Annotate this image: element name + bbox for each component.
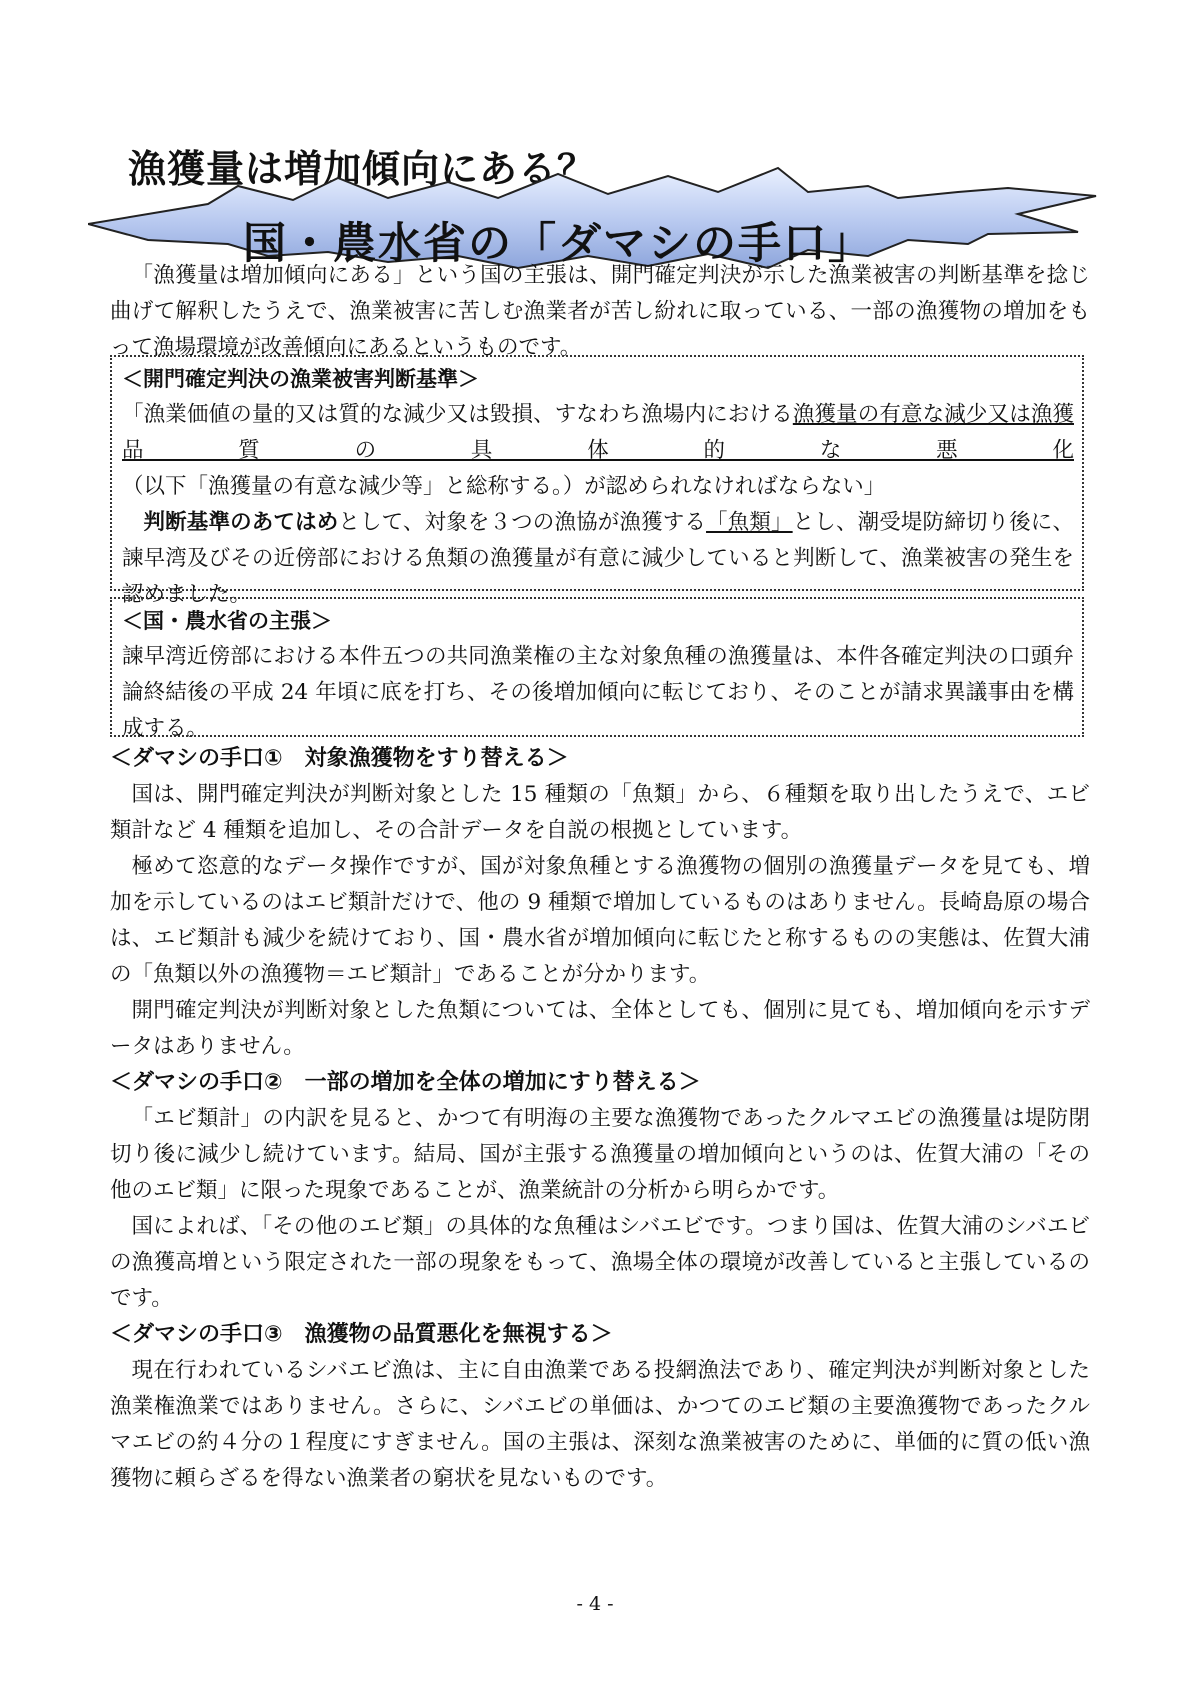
intro-paragraph: 「漁獲量は増加傾向にある」という国の主張は、開門確定判決が示した漁業被害の判断基準を捻じ曲げて解釈したうえで、漁業被害に苦しむ漁業者が苦し紛れに取っている、一部の漁獲物の増加をもって漁場環境が改善傾向にあるというものです。 xyxy=(110,263,1090,360)
quote-underlined-text: 漁獲量の有意な減少又は漁獲品質の具体的な悪化 xyxy=(122,402,1074,463)
application-text-end: とし、潮受堤防締切り後に、諫早湾及びその近傍部における魚類の漁獲量が有意に減少していると判断して、漁業被害の発生を認めました。 xyxy=(122,510,1074,607)
section-paragraph: 開門確定判決が判断対象とした魚類については、全体としても、個別に見ても、増加傾向を示すデータはありません。 xyxy=(110,998,1090,1059)
ruling-criteria-quote xyxy=(122,397,1074,505)
page-title: 漁獲量は増加傾向にある？ xyxy=(128,147,597,191)
section-paragraph: 現在行われているシバエビ漁は、主に自由漁業である投網漁法であり、確定判決が判断対象とした漁業権漁業ではありません。さらに、シバエビの単価は、かつてのエビ類の主要漁獲物であったクルマエビの約４分の１程度にすぎません。国の主張は、深刻な漁業被害のために、単価的に質の低い漁獲物に頼らざるを得ない漁業者の窮状を見ないものです。 xyxy=(110,1358,1090,1491)
quote-text-end: （以下「漁獲量の有意な減少等」と総称する。）が認められなければならない」 xyxy=(122,474,886,499)
page-number: - 4 - xyxy=(576,1593,614,1615)
government-claim-text: 諫早湾近傍部における本件五つの共同漁業権の主な対象魚種の漁獲量は、本件各確定判決の口頭弁論終結後の平成 24 年頃に底を打ち、その後増加傾向に転じており、そのことが請求異議事由を構成する。 xyxy=(122,644,1074,741)
government-claim-box xyxy=(110,597,1084,741)
section-heading: ＜ダマシの手口③ 漁獲物の品質悪化を無視する＞ xyxy=(110,1322,613,1347)
ruling-criteria-box xyxy=(110,355,1084,607)
section-paragraph: 国は、開門確定判決が判断対象とした 15 種類の「魚類」から、６種類を取り出したうえで、エビ類計など 4 種類を追加し、その合計データを自説の根拠としています。 xyxy=(110,782,1090,843)
section-heading: ＜ダマシの手口② 一部の増加を全体の増加にすり替える＞ xyxy=(110,1070,701,1095)
quote-text: 「漁業価値の量的又は質的な減少又は毀損、すなわち漁場内における xyxy=(122,402,793,427)
section-paragraph: 「エビ類計」の内訳を見ると、かつて有明海の主要な漁獲物であったクルマエビの漁獲量は堤防閉切り後に減少し続けています。結局、国が主張する漁獲量の増加傾向というのは、佐賀大浦の「その他のエビ類」に限った現象であることが、漁業統計の分析から明らかです。 xyxy=(110,1106,1090,1203)
section-heading: ＜ダマシの手口① 対象漁獲物をすり替える＞ xyxy=(110,746,569,771)
application-bold-text: 判断基準のあてはめ xyxy=(143,510,339,535)
government-claim-heading: ＜国・農水省の主張＞ xyxy=(122,609,332,633)
title-banner xyxy=(88,164,1098,272)
section-paragraph: 国によれば、「その他のエビ類」の具体的な魚種はシバエビです。つまり国は、佐賀大浦のシバエビの漁獲高増という限定された一部の現象をもって、漁場全体の環境が改善していると主張しているのです。 xyxy=(110,1214,1090,1311)
section-paragraph: 極めて恣意的なデータ操作ですが、国が対象魚種とする漁獲物の個別の漁獲量データを見ても、増加を示しているのはエビ類計だけで、他の 9 種類で増加しているものはありません。長崎島原の場合は、エビ類計も減少を続けており、国・農水省が増加傾向に転じたと称するものの実態は、佐賀大浦の「魚類以外の漁獲物＝エビ類計」であることが分かります。 xyxy=(110,854,1090,987)
sections-container xyxy=(110,741,1090,1497)
ruling-criteria-heading: ＜開門確定判決の漁業被害判断基準＞ xyxy=(122,367,479,391)
fish-underlined-text: 「魚類」 xyxy=(706,510,793,535)
banner-title: 国・農水省の「ダマシの手口」 xyxy=(243,219,873,269)
application-text: として、対象を３つの漁協が漁獲する xyxy=(338,510,707,535)
